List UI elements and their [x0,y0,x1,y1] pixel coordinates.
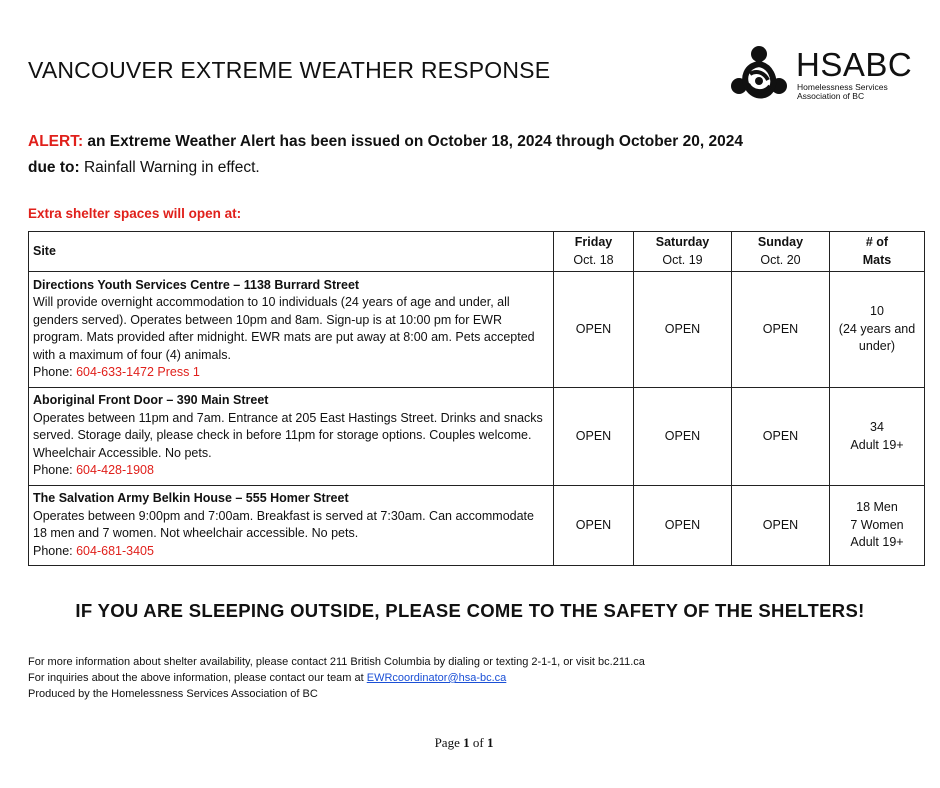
hsabc-logo-icon [728,44,790,104]
footer-info [28,654,645,702]
table-row [29,486,925,566]
due-label: due to: [28,159,80,176]
sunday-column-header [732,232,830,272]
site-name: Aboriginal Front Door – 390 Main Street [33,393,269,408]
mats-count: 18 Men [856,500,898,515]
table-row [29,388,925,486]
logo-wordmark: HSABC [796,46,913,83]
site-column-header: Site [29,232,554,272]
mats-cell [830,486,925,566]
friday-column-header [554,232,634,272]
site-cell [29,486,554,566]
mats-cell [830,388,925,486]
day-label: Friday [574,235,613,249]
table-row [29,272,925,388]
site-phone[interactable]: 604-681-3405 [76,543,154,558]
sunday-status: OPEN [732,272,830,388]
friday-status: OPEN [554,272,634,388]
footer-line [28,670,645,686]
due-text: Rainfall Warning in effect. [79,159,260,176]
sleeping-outside-message: IF YOU ARE SLEEPING OUTSIDE, PLEASE COME TO THE SAFETY OF THE SHELTERS! [75,600,865,621]
date-label: Oct. 19 [662,252,703,267]
phone-label: Phone: [33,365,77,379]
page-total: 1 [486,735,494,750]
mats-column-header [830,232,925,272]
site-phone[interactable]: 604-633-1472 Press 1 [76,365,200,379]
page-number [0,735,928,751]
sunday-status: OPEN [732,486,830,566]
due-line [28,159,260,177]
extra-shelter-heading: Extra shelter spaces will open at: [28,206,242,221]
mats-count: 10 [870,304,884,319]
saturday-status: OPEN [634,486,732,566]
page-current: 1 [463,735,470,750]
logo-subtitle [797,83,888,101]
table-header-row [29,232,925,272]
friday-status: OPEN [554,486,634,566]
logo-subtitle-line: Association of BC [797,91,865,101]
site-name: The Salvation Army Belkin House – 555 Homer Street [33,491,349,505]
saturday-status: OPEN [634,272,732,388]
document-title: VANCOUVER EXTREME WEATHER RESPONSE [28,57,551,83]
footer-line: Produced by the Homelessness Services Association of BC [28,688,318,700]
site-description: Operates between 11pm and 7am. Entrance at 205 East Hastings Street. Drinks and snacks served. Storage daily, please check in before 11pm for storage options. Couples welcome. Wheelchair Accessible. No pets. [33,410,543,460]
date-label: Oct. 18 [573,252,614,267]
site-cell [29,388,554,486]
day-label: Saturday [655,235,710,249]
shelter-table [28,231,925,566]
site-description: Will provide overnight accommodation to 10 individuals (24 years of age and under, all genders served). Operates between 10pm and 8am. Sign-up is at 10:00 pm for EWR program. Mats provided after midnight. EWR mats are put away at 8:00 am. Pets accepted with a maximum of four (4) animals. [33,295,535,362]
mats-note: Adult 19+ [850,437,904,452]
site-cell [29,272,554,388]
hsabc-logo [728,44,913,108]
friday-status: OPEN [554,388,634,486]
footer-line: For more information about shelter availability, please contact 211 British Columbia by dialing or texting 2-1-1, or visit bc.211.ca [28,656,645,668]
day-label: Sunday [757,235,804,249]
saturday-status: OPEN [634,388,732,486]
page-of: of [469,735,487,750]
phone-label: Phone: [33,463,77,478]
footer-inquiry-text: For inquiries about the above information, please contact our team at [28,672,367,684]
site-phone[interactable]: 604-428-1908 [76,463,154,478]
sunday-status: OPEN [732,388,830,486]
alert-text: an Extreme Weather Alert has been issued on October 18, 2024 through October 20, 2024 [83,133,743,150]
site-name: Directions Youth Services Centre – 1138 Burrard Street [33,277,360,292]
date-label: Oct. 20 [760,252,801,267]
phone-label: Phone: [33,543,77,558]
saturday-column-header [634,232,732,272]
mats-count: 34 [870,420,884,434]
mats-count-line2: 7 Women [850,517,904,532]
site-description: Operates between 9:00pm and 7:00am. Breakfast is served at 7:30am. Can accommodate 18 men and 7 women. Not wheelchair accessible. No pets. [33,508,534,540]
page-prefix: Page [434,735,464,750]
mats-cell [830,272,925,388]
email-link[interactable]: EWRcoordinator@hsa-bc.ca [366,672,507,684]
alert-line [28,133,743,151]
mats-note: Adult 19+ [850,535,904,550]
logo-subtitle-line: Homelessness Services [797,82,888,92]
mats-header-line: Mats [862,252,892,267]
alert-label: ALERT: [28,133,84,150]
mats-note: (24 years and under) [838,321,916,354]
mats-header-line: # of [865,235,889,249]
